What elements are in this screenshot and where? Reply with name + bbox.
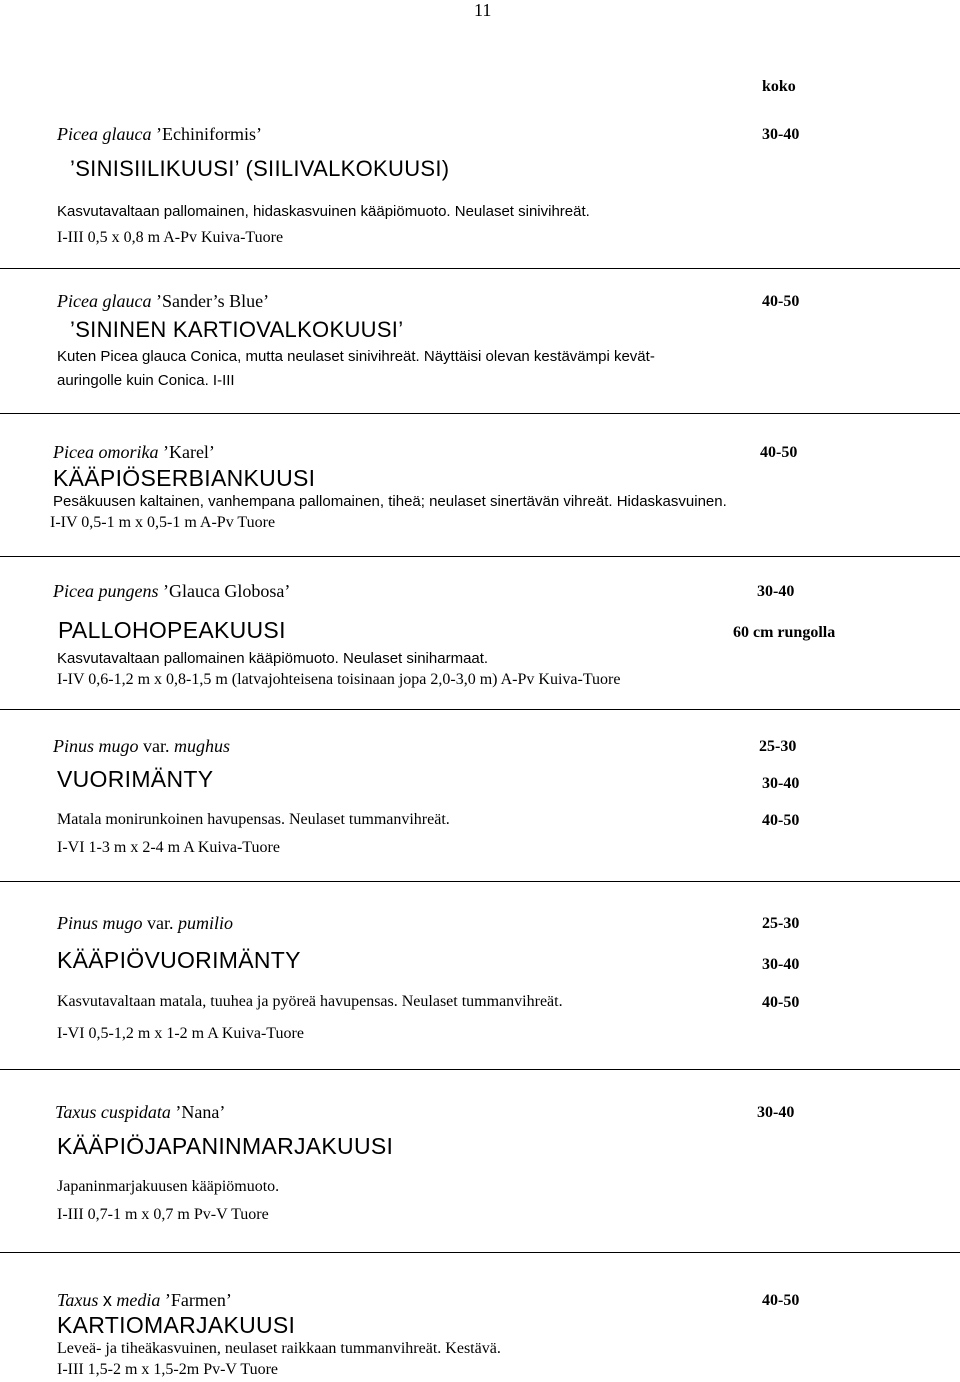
species-name: Pinus mugo bbox=[53, 736, 139, 756]
description: Kasvutavaltaan pallomainen kääpiömuoto. Neulaset siniharmaat. bbox=[57, 650, 489, 667]
size-value: 30-40 bbox=[757, 583, 795, 600]
latin-name bbox=[53, 442, 215, 463]
growth-info: I-VI 1-3 m x 2-4 m A Kuiva-Tuore bbox=[57, 839, 280, 856]
common-name: ’SININEN KARTIOVALKOKUUSI’ bbox=[70, 317, 404, 342]
description: Leveä- ja tiheäkasvuinen, neulaset raikkaan tummanvihreät. Kestävä. bbox=[57, 1340, 501, 1357]
hybrid-x-label: x bbox=[102, 1290, 112, 1310]
size-value: 30-40 bbox=[757, 1104, 795, 1121]
description: Kasvutavaltaan matala, tuuhea ja pyöreä havupensas. Neulaset tummanvihreät. bbox=[57, 993, 563, 1010]
common-name: KARTIOMARJAKUUSI bbox=[57, 1312, 296, 1338]
size-value-2: 30-40 bbox=[762, 775, 800, 792]
common-name: ’SINISIILIKUUSI’ (SIILIVALKOKUUSI) bbox=[70, 156, 450, 181]
description: Kuten Picea glauca Conica, mutta neulaset sinivihreät. Näyttäisi olevan kestävämpi kevät- bbox=[57, 348, 655, 365]
growth-info: I-III 0,7-1 m x 0,7 m Pv-V Tuore bbox=[57, 1206, 269, 1223]
genus-name: Taxus bbox=[57, 1290, 99, 1310]
species-name: Picea omorika bbox=[53, 442, 159, 462]
size-value: 40-50 bbox=[760, 444, 798, 461]
species-name: Pinus mugo bbox=[57, 913, 143, 933]
growth-info: I-IV 0,6-1,2 m x 0,8-1,5 m (latvajohteisena toisinaan jopa 2,0-3,0 m) A-Pv Kuiva-Tuore bbox=[57, 671, 621, 688]
size-value: 25-30 bbox=[762, 915, 800, 932]
var-label: var. bbox=[147, 913, 174, 933]
size-value-3: 40-50 bbox=[762, 994, 800, 1011]
growth-info: I-IV 0,5-1 m x 0,5-1 m A-Pv Tuore bbox=[50, 514, 276, 531]
species-name: Picea glauca bbox=[57, 291, 152, 311]
page-number: 11 bbox=[474, 0, 492, 20]
cultivar-name: ’Glauca Globosa’ bbox=[162, 581, 291, 601]
size-value: 40-50 bbox=[762, 293, 800, 310]
latin-name bbox=[53, 736, 230, 757]
size-value-2: 30-40 bbox=[762, 956, 800, 973]
divider bbox=[0, 1069, 960, 1070]
common-name: KÄÄPIÖVUORIMÄNTY bbox=[57, 947, 301, 973]
common-name: PALLOHOPEAKUUSI bbox=[58, 617, 286, 643]
species-name: Picea glauca bbox=[57, 124, 152, 144]
description-continued: auringolle kuin Conica. I-III bbox=[57, 372, 235, 389]
divider bbox=[0, 1252, 960, 1253]
description: Pesäkuusen kaltainen, vanhempana pallomainen, tiheä; neulaset sinertävän vihreät. Hidaskasvuinen. bbox=[53, 493, 727, 510]
description: Matala monirunkoinen havupensas. Neulaset tummanvihreät. bbox=[57, 811, 450, 828]
growth-info: I-III 0,5 x 0,8 m A-Pv Kuiva-Tuore bbox=[57, 229, 284, 246]
size-column-header: koko bbox=[762, 78, 796, 95]
var-label: var. bbox=[143, 736, 170, 756]
divider bbox=[0, 268, 960, 269]
common-name: VUORIMÄNTY bbox=[57, 766, 214, 792]
size-value: 30-40 bbox=[762, 126, 800, 143]
size-value: 40-50 bbox=[762, 1292, 800, 1309]
latin-name bbox=[55, 1102, 225, 1123]
size-value: 25-30 bbox=[759, 738, 797, 755]
variety-name: mughus bbox=[174, 736, 231, 756]
variety-name: pumilio bbox=[178, 913, 234, 933]
common-name: KÄÄPIÖSERBIANKUUSI bbox=[53, 465, 316, 491]
species-name: Taxus cuspidata bbox=[55, 1102, 171, 1122]
divider bbox=[0, 881, 960, 882]
growth-info: I-VI 0,5-1,2 m x 1-2 m A Kuiva-Tuore bbox=[57, 1025, 304, 1042]
latin-name bbox=[53, 581, 290, 602]
description: Kasvutavaltaan pallomainen, hidaskasvuinen kääpiömuoto. Neulaset sinivihreät. bbox=[57, 203, 590, 220]
divider bbox=[0, 709, 960, 710]
cultivar-name: ’Farmen’ bbox=[164, 1290, 232, 1310]
latin-name bbox=[57, 913, 233, 934]
description: Japaninmarjakuusen kääpiömuoto. bbox=[57, 1178, 280, 1195]
size-value-stem: 60 cm rungolla bbox=[733, 624, 836, 641]
divider bbox=[0, 413, 960, 414]
cultivar-name: ’Karel’ bbox=[162, 442, 215, 462]
cultivar-name: ’Sander’s Blue’ bbox=[155, 291, 270, 311]
latin-name bbox=[57, 1290, 232, 1311]
cultivar-name: ’Echiniformis’ bbox=[155, 124, 262, 144]
growth-info: I-III 1,5-2 m x 1,5-2m Pv-V Tuore bbox=[57, 1361, 279, 1378]
latin-name bbox=[57, 291, 269, 312]
size-value-3: 40-50 bbox=[762, 812, 800, 829]
species-name: media bbox=[116, 1290, 161, 1310]
latin-name bbox=[57, 124, 262, 145]
species-name: Picea pungens bbox=[53, 581, 159, 601]
cultivar-name: ’Nana’ bbox=[175, 1102, 226, 1122]
divider bbox=[0, 556, 960, 557]
common-name: KÄÄPIÖJAPANINMARJAKUUSI bbox=[57, 1133, 394, 1159]
